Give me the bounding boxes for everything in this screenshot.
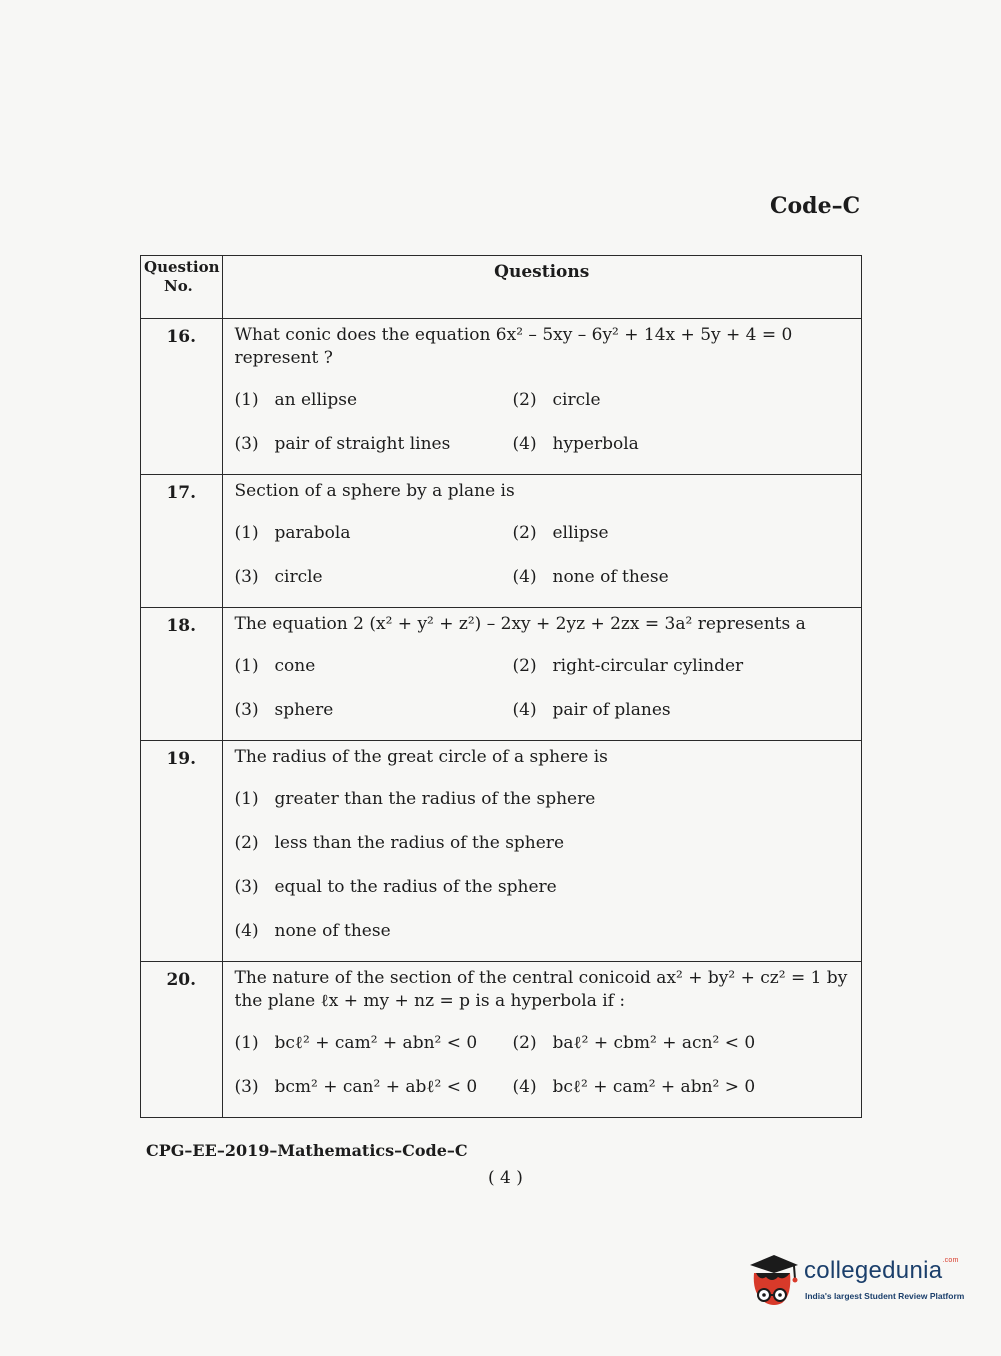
option: (1) parabola xyxy=(234,523,351,543)
question-row xyxy=(141,475,862,608)
question-number: 18. xyxy=(141,608,223,741)
question-no-header-line2: No. xyxy=(164,277,193,295)
options-grid xyxy=(235,511,854,599)
question-no-header-line1: Question xyxy=(144,258,220,276)
option: (3) sphere xyxy=(234,700,334,720)
option: (1) bcℓ² + cam² + abn² < 0 xyxy=(234,1033,478,1053)
option: (1) an ellipse xyxy=(234,390,358,410)
brand-suffix: .com xyxy=(942,1257,959,1264)
question-row xyxy=(141,741,862,962)
question-row xyxy=(141,608,862,741)
question-row xyxy=(141,962,862,1118)
question-number: 19. xyxy=(141,741,223,962)
option: (1) greater than the radius of the sphere xyxy=(234,789,596,809)
question-body xyxy=(222,962,862,1118)
option: (4) none of these xyxy=(512,567,669,587)
option: (3) bcm² + can² + abℓ² < 0 xyxy=(234,1077,478,1097)
option: (2) less than the radius of the sphere xyxy=(234,833,564,853)
options-grid xyxy=(235,378,854,466)
brand-logo xyxy=(744,1251,974,1311)
question-body xyxy=(222,475,862,608)
paper-code-label: Code–C xyxy=(770,193,861,219)
brand-name: collegedunia$^{.com}$ xyxy=(804,1257,959,1284)
paper-code-footer: CPG–EE–2019–Mathematics–Code–C xyxy=(146,1141,468,1160)
question-row xyxy=(141,319,862,475)
brand-tagline: India's largest Student Review Platform xyxy=(805,1291,965,1301)
option: (3) pair of straight lines xyxy=(234,434,451,454)
mascot-icon xyxy=(744,1251,802,1311)
question-body xyxy=(222,319,862,475)
option: (4) bcℓ² + cam² + abn² > 0 xyxy=(512,1077,756,1097)
option: (4) hyperbola xyxy=(512,434,639,454)
options-grid xyxy=(235,644,854,732)
option: (1) cone xyxy=(234,656,316,676)
option: (3) circle xyxy=(234,567,323,587)
option: (3) equal to the radius of the sphere xyxy=(234,877,557,897)
question-stem: The radius of the great circle of a sphere is xyxy=(234,747,608,767)
option: (4) pair of planes xyxy=(512,700,671,720)
question-body xyxy=(222,608,862,741)
question-no-header xyxy=(141,256,223,319)
option: (2) circle xyxy=(512,390,601,410)
option: (2) baℓ² + cbm² + acn² < 0 xyxy=(512,1033,756,1053)
question-stem: What conic does the equation 6x² – 5xy – 6y² + 14x + 5y + 4 = 0 represent ? xyxy=(234,325,793,368)
question-number: 16. xyxy=(141,319,223,475)
question-number: 17. xyxy=(141,475,223,608)
option: (2) ellipse xyxy=(512,523,609,543)
table-header-row xyxy=(141,256,862,319)
page-number: ( 4 ) xyxy=(488,1168,523,1188)
question-stem: The nature of the section of the central conicoid ax² + by² + cz² = 1 by the plane ℓx + my + nz = p is a hyperbola if : xyxy=(234,968,848,1011)
question-body xyxy=(222,741,862,962)
questions-table xyxy=(140,255,862,1118)
questions-header: Questions xyxy=(222,256,862,319)
options-grid xyxy=(235,1021,854,1109)
question-stem: The equation 2 (x² + y² + z²) – 2xy + 2yz + 2zx = 3a² represents a xyxy=(234,614,806,634)
option: (2) right-circular cylinder xyxy=(512,656,744,676)
option: (4) none of these xyxy=(234,921,391,941)
question-number: 20. xyxy=(141,962,223,1118)
question-stem: Section of a sphere by a plane is xyxy=(234,481,515,501)
options-list xyxy=(235,777,854,953)
